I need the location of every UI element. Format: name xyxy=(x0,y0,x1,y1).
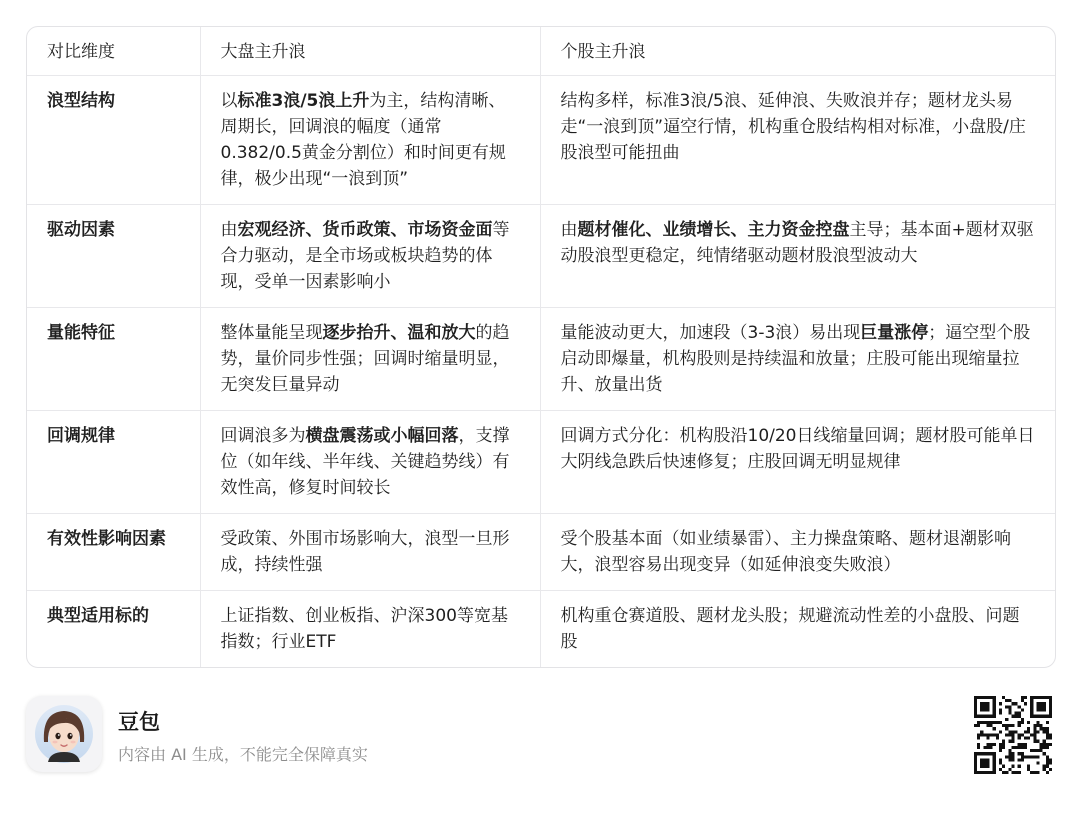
table-row-typical-targets xyxy=(27,591,1055,668)
table-row-volume-features xyxy=(27,308,1055,411)
cell-text: 整体量能呈现 xyxy=(220,323,323,343)
cell-text: 回调浪多为 xyxy=(220,426,306,446)
dimension-cell: 驱动因素 xyxy=(27,205,200,308)
stock-wave-cell xyxy=(540,308,1055,411)
cell-text: 量能波动更大，加速段（3-3浪）易出现 xyxy=(560,323,861,343)
index-wave-cell xyxy=(200,308,540,411)
cell-text: 受个股基本面（如业绩暴雷）、主力操盘策略、题材退潮影响大，浪型容易出现变异（如延伸浪变失败浪） xyxy=(560,529,1011,575)
index-wave-cell xyxy=(200,514,540,591)
header-index-wave: 大盘主升浪 xyxy=(200,27,540,76)
header-dimension: 对比维度 xyxy=(27,27,200,76)
cell-text: 以 xyxy=(220,91,238,111)
emphasis-text: 宏观经济、货币政策、市场资金面 xyxy=(237,220,493,240)
stock-wave-cell xyxy=(540,411,1055,514)
dimension-cell: 有效性影响因素 xyxy=(27,514,200,591)
stock-wave-cell xyxy=(540,514,1055,591)
cell-text: 为主，结构清晰、周期长，回调浪的幅度（通常0.382/0.5黄金分割位）和时间更有规律，极少出现“一浪到顶” xyxy=(220,91,506,189)
table-row-driving-factors xyxy=(27,205,1055,308)
emphasis-text: 横盘震荡或小幅回落 xyxy=(305,426,459,446)
comparison-table-container xyxy=(26,26,1056,668)
emphasis-text: 标准3浪/5浪上升 xyxy=(237,91,370,111)
header-stock-wave: 个股主升浪 xyxy=(540,27,1055,76)
cell-text: 由 xyxy=(560,220,578,240)
cell-text: ，支撑位（如年线、半年线、关键趋势线）有效性高，修复时间较长 xyxy=(220,426,510,498)
stock-wave-cell xyxy=(540,76,1055,205)
emphasis-text: 题材催化、业绩增长、主力资金控盘 xyxy=(577,220,850,240)
dimension-cell: 浪型结构 xyxy=(27,76,200,205)
cell-text: 等合力驱动，是全市场或板块趋势的体现，受单一因素影响小 xyxy=(220,220,510,292)
cell-text: 上证指数、创业板指、沪深300等宽基指数；行业ETF xyxy=(220,606,508,652)
qr-code-icon xyxy=(974,696,1052,774)
dimension-cell: 典型适用标的 xyxy=(27,591,200,668)
cell-text: 由 xyxy=(220,220,238,240)
cell-text: 主导；基本面+题材双驱动股浪型更稳定，纯情绪驱动题材股浪型波动大 xyxy=(560,220,1034,266)
cell-text: 的趋势，量价同步性强；回调时缩量明显，无突发巨量异动 xyxy=(220,323,510,395)
emphasis-text: 逐步抬升、温和放大 xyxy=(322,323,476,343)
emphasis-text: 巨量涨停 xyxy=(860,323,929,343)
index-wave-cell xyxy=(200,205,540,308)
index-wave-cell xyxy=(200,591,540,668)
brand-name: 豆包 xyxy=(118,710,160,734)
comparison-table xyxy=(27,27,1055,667)
stock-wave-cell xyxy=(540,205,1055,308)
dimension-cell: 量能特征 xyxy=(27,308,200,411)
index-wave-cell xyxy=(200,76,540,205)
cell-text: 受政策、外围市场影响大，浪型一旦形成，持续性强 xyxy=(220,529,510,575)
ai-disclaimer: 内容由 AI 生成，不能完全保障真实 xyxy=(118,745,368,764)
doubao-avatar-icon xyxy=(34,702,94,766)
table-row-wave-structure xyxy=(27,76,1055,205)
cell-text: 回调方式分化：机构股沿10/20日线缩量回调；题材股可能单日大阴线急跌后快速修复；庄股回调无明显规律 xyxy=(560,426,1035,472)
cell-text: 机构重仓赛道股、题材龙头股；规避流动性差的小盘股、问题股 xyxy=(560,606,1020,652)
index-wave-cell xyxy=(200,411,540,514)
dimension-cell: 回调规律 xyxy=(27,411,200,514)
avatar xyxy=(26,696,102,772)
cell-text: 结构多样，标准3浪/5浪、延伸浪、失败浪并存；题材龙头易走“一浪到顶”逼空行情，机构重仓股结构相对标准，小盘股/庄股浪型可能扭曲 xyxy=(560,91,1026,163)
cell-text: ；逼空型个股启动即爆量，机构股则是持续温和放量；庄股可能出现缩量拉升、放量出货 xyxy=(560,323,1031,395)
table-row-pullback-patterns xyxy=(27,411,1055,514)
table-row-validity-factors xyxy=(27,514,1055,591)
stock-wave-cell xyxy=(540,591,1055,668)
table-header-row xyxy=(27,27,1055,76)
